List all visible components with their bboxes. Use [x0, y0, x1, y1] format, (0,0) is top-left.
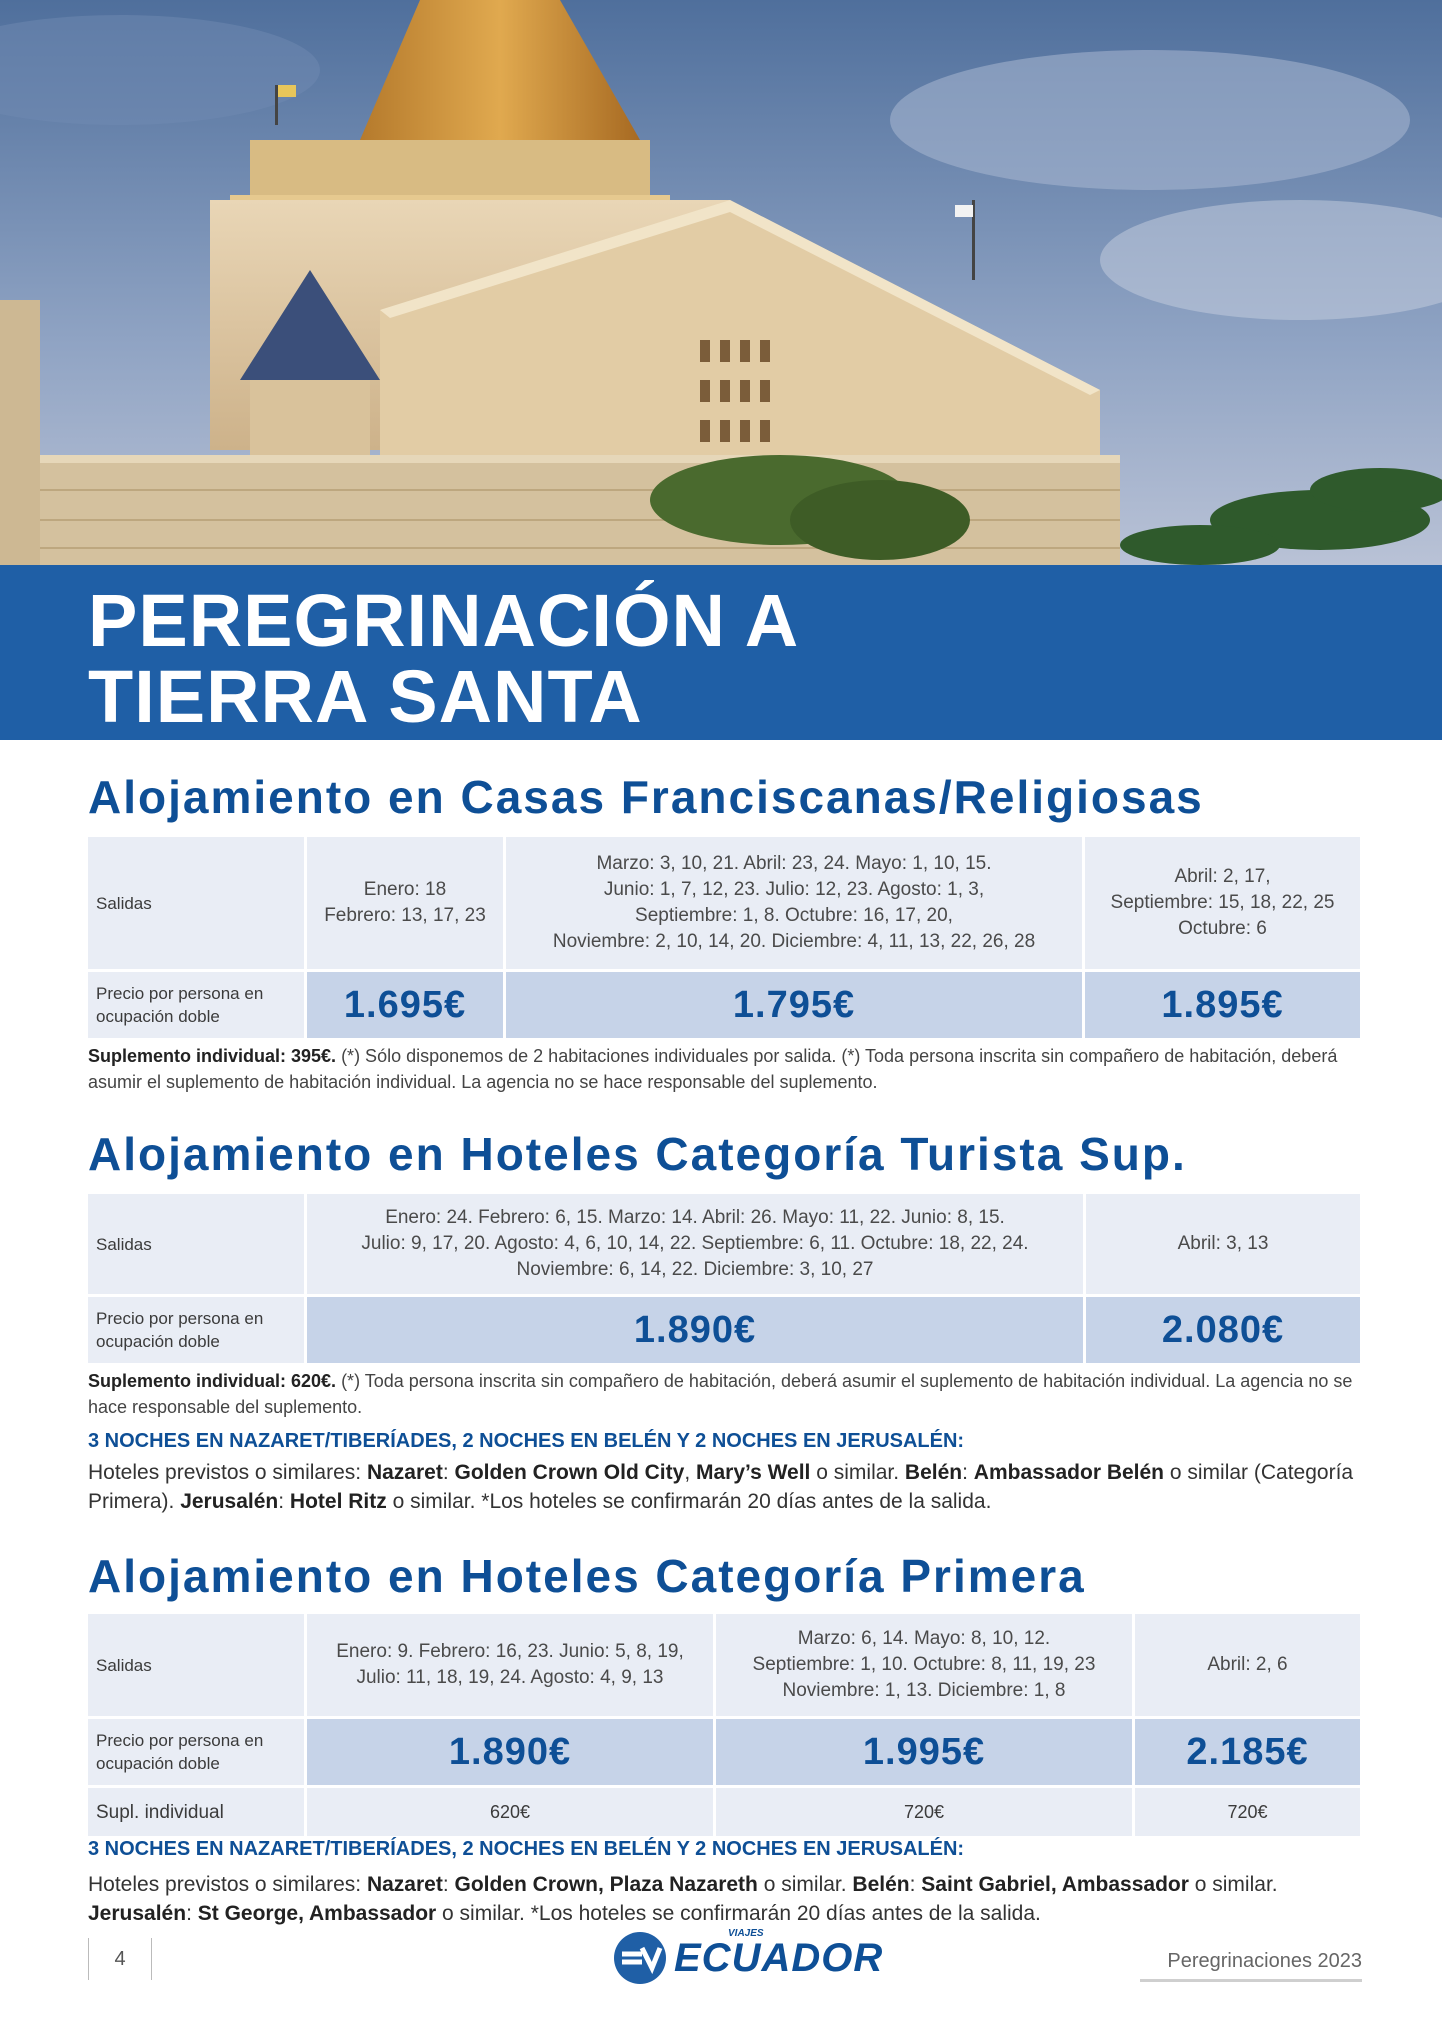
date-line: Julio: 11, 18, 19, 24. Agosto: 4, 9, 13 — [356, 1667, 664, 1688]
hotels-text: : — [962, 1461, 974, 1484]
hotels-text: o similar. — [1188, 1873, 1278, 1896]
dates-cell — [307, 837, 506, 972]
price-value: 1.995€ — [716, 1719, 1135, 1788]
date-line: Septiembre: 1, 8. Octubre: 16, 17, 20, — [635, 905, 953, 926]
date-line: Noviembre: 1, 13. Diciembre: 1, 8 — [782, 1680, 1066, 1701]
date-line: Enero: 9. Febrero: 16, 23. Junio: 5, 8, 19, — [336, 1641, 684, 1662]
nights-summary-turista: 3 NOCHES EN NAZARET/TIBERÍADES, 2 NOCHES EN BELÉN Y 2 NOCHES EN JERUSALÉN: — [88, 1430, 965, 1452]
row-label-precio: Precio por persona en ocupación doble — [88, 1297, 307, 1366]
date-line: Abril: 2, 17, — [1174, 866, 1271, 887]
table-row-supl — [88, 1788, 1360, 1839]
hotel-name: Saint Gabriel, Ambassador — [921, 1873, 1189, 1896]
supplement-note-text: (*) Sólo disponemos de 2 habitaciones individuales por salida. (*) Toda persona inscrita sin compañero de habitación, deberá asumir el suplemento de habitación individual. La agencia no se hace responsable del suplemento. — [88, 1046, 1338, 1092]
table-row-precio — [88, 1719, 1360, 1788]
hotel-name: Golden Crown Old City — [454, 1461, 685, 1484]
hotels-city: Jerusalén — [88, 1902, 187, 1925]
hero-photo-basilica — [0, 0, 1442, 565]
logo-small-text: VIAJES — [728, 1928, 764, 1939]
table-row-precio — [88, 1297, 1360, 1366]
row-label-salidas: Salidas — [88, 837, 307, 972]
dates-cell — [307, 1614, 716, 1719]
section-heading-turista: Alojamiento en Hoteles Categoría Turista Sup. — [88, 1128, 1187, 1180]
hotels-list-primera — [88, 1870, 1368, 1928]
title-banner — [0, 565, 1442, 740]
hotels-text: : — [442, 1461, 455, 1484]
supl-value: 720€ — [716, 1788, 1135, 1839]
hotels-text: Hoteles previstos o similares: — [88, 1873, 367, 1896]
table-row-salidas — [88, 1194, 1360, 1297]
price-value: 1.795€ — [506, 972, 1085, 1041]
hotels-text: : — [278, 1490, 290, 1513]
hotels-text: o similar. *Los hoteles se confirmarán 20 días antes de la salida. — [386, 1490, 992, 1513]
hotels-text: : — [909, 1873, 922, 1896]
section-heading-casas: Alojamiento en Casas Franciscanas/Religiosas — [88, 771, 1204, 823]
hotels-text: : — [186, 1902, 198, 1925]
hotels-text: : — [442, 1873, 455, 1896]
hotel-name: Mary’s Well — [696, 1461, 811, 1484]
date-line: Julio: 9, 17, 20. Agosto: 4, 6, 10, 14, 22. Septiembre: 6, 11. Octubre: 18, 22, 24. — [361, 1233, 1029, 1254]
price-value: 2.185€ — [1135, 1719, 1360, 1788]
table-row-salidas — [88, 837, 1360, 972]
row-label-salidas: Salidas — [88, 1194, 307, 1297]
supplement-note-casas — [88, 1043, 1368, 1095]
row-label-precio: Precio por persona en ocupación doble — [88, 972, 307, 1041]
hotel-name: Ambassador Belén — [973, 1461, 1165, 1484]
date-line: Marzo: 3, 10, 21. Abril: 23, 24. Mayo: 1, 10, 15. — [596, 853, 992, 874]
price-value: 1.890€ — [307, 1297, 1086, 1366]
date-line: Noviembre: 6, 14, 22. Diciembre: 3, 10, 27 — [516, 1259, 874, 1280]
row-label-salidas: Salidas — [88, 1614, 307, 1719]
hotels-text: Hoteles previstos o similares: — [88, 1461, 367, 1484]
price-table-casas — [88, 837, 1360, 1041]
nights-summary-primera: 3 NOCHES EN NAZARET/TIBERÍADES, 2 NOCHES EN BELÉN Y 2 NOCHES EN JERUSALÉN: — [88, 1838, 965, 1860]
hotels-city: Belén — [852, 1873, 910, 1896]
hotels-text: o similar. — [810, 1461, 905, 1484]
price-table-turista — [88, 1194, 1360, 1366]
brand-logo — [612, 1930, 883, 1986]
price-table-primera — [88, 1614, 1360, 1839]
row-label-supl: Supl. individual — [88, 1788, 307, 1839]
logo-big-text: ECUADOR — [674, 1936, 884, 1980]
supplement-note-bold: Suplemento individual: 620€. — [88, 1371, 337, 1391]
date-line: Febrero: 13, 17, 23 — [324, 905, 486, 926]
hotel-name: St George, Ambassador — [197, 1902, 437, 1925]
hotels-city: Jerusalén — [180, 1490, 279, 1513]
hotels-city: Nazaret — [366, 1873, 443, 1896]
date-line: Marzo: 6, 14. Mayo: 8, 10, 12. — [797, 1628, 1051, 1649]
price-value: 1.895€ — [1085, 972, 1360, 1041]
supl-value: 720€ — [1135, 1788, 1360, 1839]
page-title-line-1: PEREGRINACIÓN A — [88, 579, 800, 662]
supplement-note-turista — [88, 1368, 1368, 1420]
date-line: Enero: 18 — [363, 879, 447, 900]
dates-cell — [1135, 1614, 1360, 1719]
dates-cell — [506, 837, 1085, 972]
dates-cell — [1085, 837, 1360, 972]
price-value: 1.890€ — [307, 1719, 716, 1788]
hotels-text: o similar (Categoría Primera). — [88, 1461, 1354, 1513]
hotels-list-turista — [88, 1458, 1368, 1516]
page-title — [88, 579, 800, 738]
hotels-text: o similar. *Los hoteles se confirmarán 20 días antes de la salida. — [436, 1902, 1041, 1925]
supl-value: 620€ — [307, 1788, 716, 1839]
page-number: 4 — [88, 1938, 152, 1980]
date-line: Abril: 2, 6 — [1207, 1654, 1288, 1675]
footer-publication: Peregrinaciones 2023 — [1140, 1950, 1362, 1982]
price-value: 2.080€ — [1086, 1297, 1360, 1366]
date-line: Octubre: 6 — [1178, 918, 1267, 939]
date-line: Noviembre: 2, 10, 14, 20. Diciembre: 4, 11, 13, 22, 26, 28 — [552, 931, 1036, 952]
dates-cell — [1086, 1194, 1360, 1297]
table-row-precio — [88, 972, 1360, 1041]
logo-mark-icon — [612, 1930, 668, 1986]
hotel-name: Golden Crown, Plaza Nazareth — [454, 1873, 758, 1896]
hotels-city: Belén — [904, 1461, 963, 1484]
hotel-name: Hotel Ritz — [289, 1490, 387, 1513]
price-value: 1.695€ — [307, 972, 506, 1041]
logo-text — [674, 1930, 883, 1986]
section-heading-primera: Alojamiento en Hoteles Categoría Primera — [88, 1550, 1086, 1602]
date-line: Abril: 3, 13 — [1177, 1233, 1269, 1254]
date-line: Septiembre: 1, 10. Octubre: 8, 11, 19, 23 — [752, 1654, 1096, 1675]
dates-cell — [307, 1194, 1086, 1297]
hotels-text: o similar. — [757, 1873, 853, 1896]
date-line: Septiembre: 15, 18, 22, 25 — [1110, 892, 1335, 913]
date-line: Enero: 24. Febrero: 6, 15. Marzo: 14. Abril: 26. Mayo: 11, 22. Junio: 8, 15. — [385, 1207, 1005, 1228]
hotels-text: , — [684, 1461, 696, 1484]
dates-cell — [716, 1614, 1135, 1719]
supplement-note-text: (*) Toda persona inscrita sin compañero de habitación, deberá asumir el suplemento de habitación individual. La agencia no se hace responsable del suplemento. — [88, 1371, 1353, 1417]
date-line: Junio: 1, 7, 12, 23. Julio: 12, 23. Agosto: 1, 3, — [603, 879, 985, 900]
row-label-precio: Precio por persona en ocupación doble — [88, 1719, 307, 1788]
table-row-salidas — [88, 1614, 1360, 1719]
supplement-note-bold: Suplemento individual: 395€. — [88, 1046, 337, 1066]
page-title-line-2: TIERRA SANTA — [88, 655, 643, 738]
hotels-city: Nazaret — [366, 1461, 443, 1484]
